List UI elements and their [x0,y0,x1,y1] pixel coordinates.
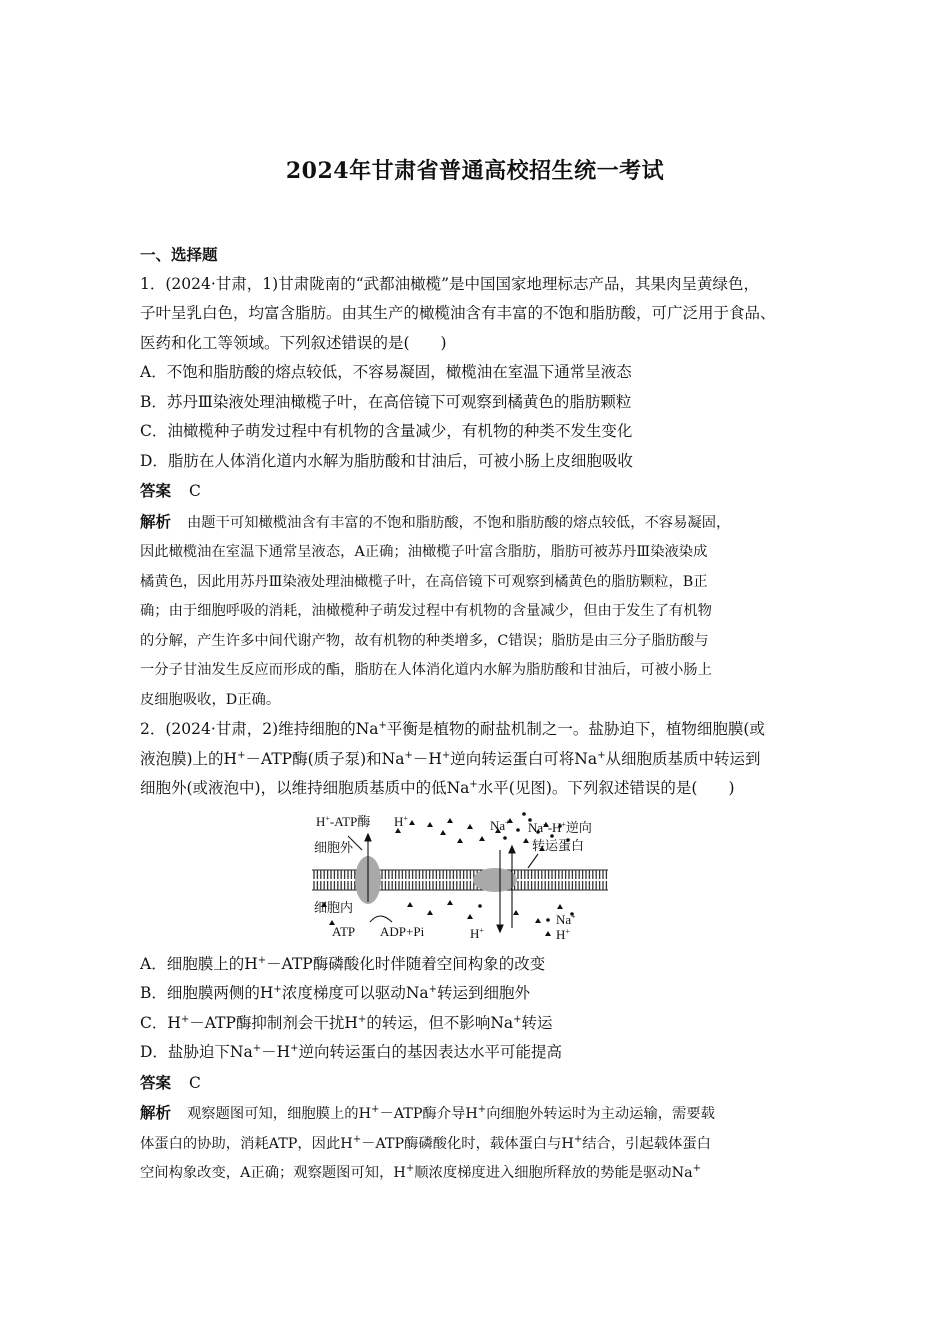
q2-answer [140,1068,820,1099]
q1-analysis-line-1 [140,507,820,539]
na-legend-symbol [546,918,550,922]
adp-label: ADP+Pi [380,923,425,939]
q2-option-c: C．H+－ATP酶抑制剂会干扰H+的转运，但不影响Na+转运 [140,1013,553,1032]
outside-label: 细胞外 [314,839,354,855]
document-body [140,240,820,1189]
q1-option-b: B．苏丹Ⅲ染液处理油橄榄子叶，在高倍镜下可观察到橘黄色的脂肪颗粒 [140,392,632,411]
page-title: 2024年甘肃省普通高校招生统一考试 [285,158,665,184]
q1-stem-line-1: 1．(2024·甘肃，1)甘肃陇南的“武都油橄榄”是中国国家地理标志产品，其果肉呈黄绿色， [140,274,760,293]
na-ion-top-label: Na+ [490,817,510,833]
q1-analysis-line-7: 皮细胞吸收，D正确。 [140,691,281,708]
h-ion-bottom-label: H+ [470,925,484,941]
q2-stem-line-1: 2．(2024·甘肃，2)维持细胞的Na+平衡是植物的耐盐机制之一。盐胁迫下，植物细胞膜(或 [140,720,765,738]
h-legend-symbol [545,931,551,936]
q1-analysis-text: 由题干可知橄榄油含有丰富的不饱和脂肪酸，不饱和脂肪酸的熔点较低，不容易凝固， [187,514,731,531]
atp-label: ATP [332,923,356,939]
q2-option-d: D．盐胁迫下Na+－H+逆向转运蛋白的基因表达水平可能提高 [140,1043,563,1061]
antiporter-label-line-2: 转运蛋白 [532,837,585,853]
q1-analysis-line-3: 橘黄色，因此用苏丹Ⅲ染液处理油橄榄子叶，在高倍镜下可观察到橘黄色的脂肪颗粒，B正 [140,573,708,590]
antiporter-label-line-1: Na+-H+逆向 [528,819,592,835]
membrane-diagram [310,810,620,950]
na-h-antiporter-protein [473,868,517,892]
q1-analysis-line-2: 因此橄榄油在室温下通常呈液态，A正确；油橄榄子叶富含脂肪，脂肪可被苏丹Ⅲ染液染成 [140,544,708,560]
inside-label: 细胞内 [314,899,354,915]
q1-answer-value: C [189,482,201,500]
q1-option-d: D．脂肪在人体消化道内水解为脂肪酸和甘油后，可被小肠上皮细胞吸收 [140,451,633,470]
section-heading: 一、选择题 [140,245,218,264]
q2-analysis-line-3: 空间构象改变，A正确；观察题图可知，H+顺浓度梯度进入细胞所释放的势能是驱动Na+ [140,1163,702,1181]
q2-answer-label: 答案 [140,1072,172,1092]
membrane-transport-figure [140,810,820,950]
q1-option-c: C．油橄榄种子萌发过程中有机物的含量减少，有机物的种类不发生变化 [140,422,633,440]
q1-analysis-line-5: 的分解，产生许多中间代谢产物，故有机物的种类增多，C错误；脂肪是由三分子脂肪酸与 [140,632,709,649]
q2-option-a: A．细胞膜上的H+－ATP酶磷酸化时伴随着空间构象的改变 [140,954,546,973]
q2-answer-value: C [189,1073,201,1092]
q1-analysis-line-6: 一分子甘油发生反应而形成的酯，脂肪在人体消化道内水解为脂肪酸和甘油后，可被小肠上 [140,662,712,678]
q2-option-b: B．细胞膜两侧的H+浓度梯度可以驱动Na+转运到细胞外 [140,984,531,1002]
q2-stem-line-2: 液泡膜)上的H+－ATP酶(质子泵)和Na+－H+逆向转运蛋白可将Na+从细胞质基质中转运到 [140,749,761,768]
h-ion-top-label: H+ [394,813,408,829]
q1-stem-line-3: 医药和化工等领域。下列叙述错误的是( ) [140,333,447,352]
interior-ions [321,900,574,925]
q1-answer-label: 答案 [140,481,172,500]
q1-stem-line-2: 子叶呈乳白色，均富含脂肪。由其生产的橄榄油含有丰富的不饱和脂肪酸，可广泛用于食品、 [140,304,776,322]
legend-na-label: Na+ [556,911,576,927]
q2-stem-line-3: 细胞外(或液泡中)，以维持细胞质基质中的低Na+水平(见图)。下列叙述错误的是( ) [140,779,735,797]
q2-analysis-line-2: 体蛋白的协助，消耗ATP，因此H+－ATP酶磷酸化时，载体蛋白与H+结合，引起载体蛋白 [140,1133,711,1152]
q2-analysis-label: 解析 [140,1103,172,1122]
h-atpase-label: H+-ATP酶 [316,813,371,829]
q1-analysis-line-4: 确；由于细胞呼吸的消耗，油橄榄种子萌发过程中有机物的含量减少，但由于发生了有机物 [140,603,712,619]
q1-option-a: A．不饱和脂肪酸的熔点较低，不容易凝固，橄榄油在室温下通常呈液态 [140,363,632,381]
legend-h-label: H+ [556,926,570,942]
q1-analysis-label: 解析 [140,511,172,531]
q2-analysis-line-1: 解析 观察题图可知，细胞膜上的H+－ATP酶介导H+向细胞外转运时为主动运输，需要载 [140,1103,715,1122]
q1-answer [140,476,820,507]
